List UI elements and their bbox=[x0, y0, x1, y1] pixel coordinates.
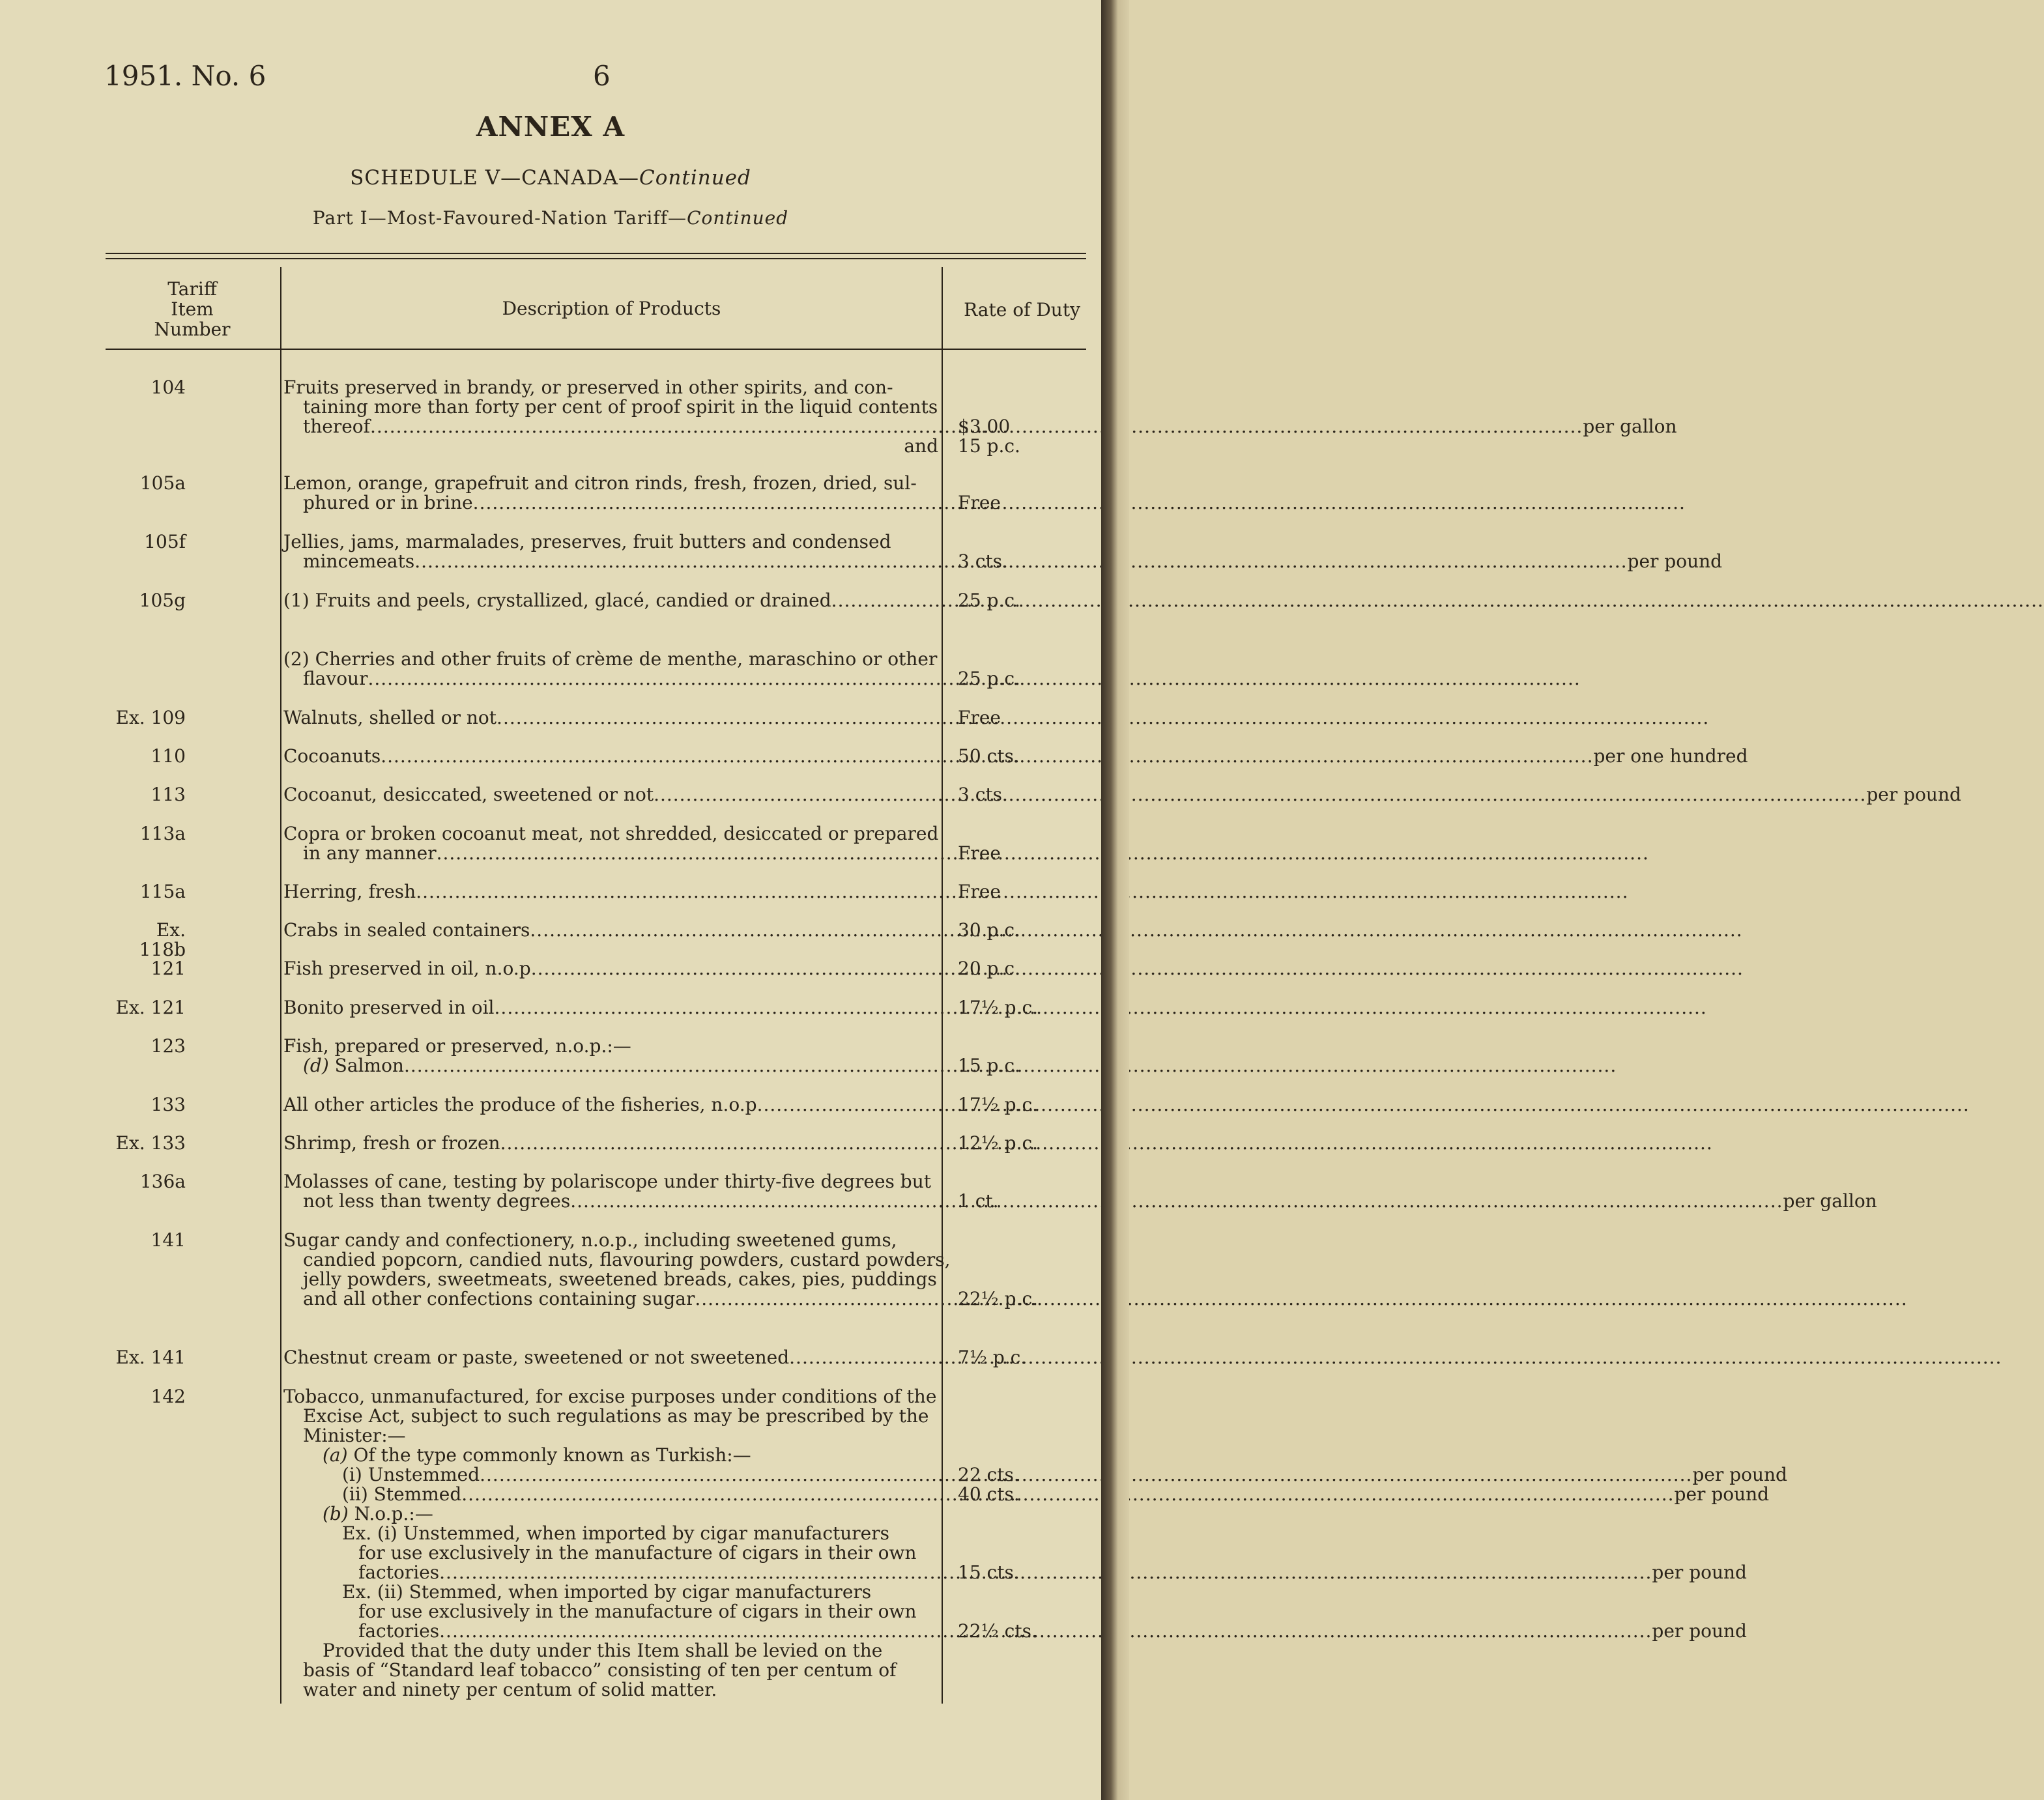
part-continued: Continued bbox=[687, 207, 789, 229]
rate-113a: Free bbox=[958, 842, 1001, 864]
rate-109: Free bbox=[958, 707, 1001, 728]
column-divider-1 bbox=[280, 267, 281, 1704]
column-header-rate: Rate of Duty bbox=[964, 299, 1080, 321]
rate-115a: Free bbox=[958, 881, 1001, 902]
description-105f: Jellies, jams, marmalades, preserves, fruit butters and condensed mincemeats ..... per pound bbox=[283, 532, 938, 571]
rate-ex-133: 12½ p.c. bbox=[958, 1132, 1039, 1154]
rate-121: 20 p.c. bbox=[958, 958, 1020, 979]
item-number: 121 bbox=[151, 958, 186, 979]
top-rule bbox=[106, 253, 1086, 254]
rate-105g-2: 25 p.c. bbox=[958, 668, 1020, 689]
document-number: 1951. No. 6 bbox=[104, 60, 266, 92]
rate-142-b-i: 15 cts. bbox=[958, 1562, 1020, 1583]
item-number: 113 bbox=[151, 784, 186, 805]
item-number: Ex. 121 bbox=[115, 997, 186, 1018]
item-number: Ex. 118b bbox=[139, 919, 186, 960]
part-title bbox=[0, 207, 1101, 229]
rate-105f: 3 cts. bbox=[958, 550, 1008, 572]
item-number: 141 bbox=[151, 1229, 186, 1251]
item-number: 136a bbox=[139, 1171, 186, 1192]
rate-142-i: 22 cts. 40 cts. bbox=[958, 1464, 1020, 1505]
description-113: Cocoanut, desiccated, sweetened or not ..... per pound bbox=[283, 785, 938, 805]
description-113a: Copra or broken cocoanut meat, not shredded, desiccated or prepared in any manner ..... bbox=[283, 824, 938, 863]
annex-title: ANNEX A bbox=[476, 111, 626, 143]
description-110: Cocoanuts ..... per one hundred bbox=[283, 747, 938, 766]
item-number: 104 bbox=[151, 377, 186, 398]
description-105a: Lemon, orange, grapefruit and citron rinds, fresh, frozen, dried, sul- phured or in brine ..... bbox=[283, 474, 938, 513]
column-header-item bbox=[104, 279, 280, 339]
top-rule-2 bbox=[106, 258, 1086, 259]
page-number: 6 bbox=[593, 60, 611, 92]
description-105g-2: (2) Cherries and other fruits of crème de menthe, maraschino or other flavour ..... bbox=[283, 650, 938, 689]
item-number: 110 bbox=[151, 745, 186, 767]
schedule-continued: Continued bbox=[639, 166, 751, 190]
item-header-line3: Number bbox=[154, 319, 231, 340]
header-bottom-rule bbox=[106, 349, 1086, 350]
rate-110: 50 cts. bbox=[958, 745, 1020, 767]
item-number: 133 bbox=[151, 1094, 186, 1115]
rate-113: 3 cts. bbox=[958, 784, 1008, 805]
item-number: 113a bbox=[139, 823, 186, 844]
rate-141: 22½ p.c. bbox=[958, 1288, 1039, 1309]
description-ex-121: Bonito preserved in oil ..... bbox=[283, 998, 938, 1018]
rate-105a: Free bbox=[958, 492, 1001, 513]
rate-123: 15 p.c. bbox=[958, 1055, 1020, 1076]
rate-105g-1: 25 p.c. bbox=[958, 590, 1020, 611]
description-ex-141: Chestnut cream or paste, sweetened or not sweetened ..... bbox=[283, 1348, 938, 1367]
description-141: Sugar candy and confectionery, n.o.p., including sweetened gums, candied popcorn, candied nuts, flavouring powders, custard powders, jelly powders, sweetmeats, sweetened breads, cakes, pies, puddings and all other confections containing sugar ..... bbox=[283, 1231, 938, 1309]
description-104: Fruits preserved in brandy, or preserved in other spirits, and con- taining more than forty per cent of proof spirit in the liquid contents thereof ..... per gallon and bbox=[283, 378, 938, 456]
description-118b: Crabs in sealed containers ..... bbox=[283, 921, 938, 940]
description-105g-1: (1) Fruits and peels, crystallized, glacé, candied or drained ..... bbox=[283, 591, 938, 610]
column-header-description: Description of Products bbox=[502, 298, 721, 319]
rate-133: 17½ p.c. bbox=[958, 1094, 1039, 1115]
rate-118b: 30 p.c. bbox=[958, 919, 1020, 941]
rate-ex-121: 17½ p.c. bbox=[958, 997, 1039, 1018]
item-number: Ex. 109 bbox=[115, 707, 186, 728]
item-number: 105a bbox=[139, 472, 186, 494]
description-142: Tobacco, unmanufactured, for excise purposes under conditions of the Excise Act, subject to such regulations as may be prescribed by the Minister:— (a) Of the type commonly known as Turkish:— (i) Unstemmed ..... per pound (ii) Stemmed ..... per pound (b) N.o.p.:— Ex. (i) Unstemmed, when imported by cigar manufacturers for use exclusively in the manufacture of cigars in their own factories ..... per pound Ex. (ii) Stemmed, when imported by cigar manufacturers for use exclusively in the manufacture of cigars in their own factories ..... per pound Provided that the duty under this Item shall be levied on the basis of “Standard leaf tobacco” consisting of ten per centum of water and ninety per centum of solid matter. bbox=[283, 1387, 938, 1700]
description-123: Fish, prepared or preserved, n.o.p.:— (d) Salmon ..... bbox=[283, 1036, 938, 1076]
description-115a: Herring, fresh ..... bbox=[283, 882, 938, 902]
description-136a: Molasses of cane, testing by polariscope under thirty-five degrees but not less than twenty degrees ..... per gallon bbox=[283, 1172, 938, 1211]
rate-104: $3.00 15 p.c. bbox=[958, 416, 1020, 457]
item-number: 105f bbox=[144, 531, 186, 552]
description-109: Walnuts, shelled or not ..... bbox=[283, 708, 938, 728]
item-header-line2: Item bbox=[171, 298, 214, 320]
part-main: Part I—Most-Favoured-Nation Tariff— bbox=[312, 207, 687, 229]
page-binding-edge bbox=[1101, 0, 1129, 1800]
rate-ex-141: 7½ p.c. bbox=[958, 1347, 1027, 1368]
item-number: 105g bbox=[139, 590, 186, 611]
schedule-main: SCHEDULE V—CANADA— bbox=[350, 166, 640, 190]
item-number: Ex. 133 bbox=[115, 1132, 186, 1154]
rate-136a: 1 ct. bbox=[958, 1190, 999, 1212]
item-number: 115a bbox=[139, 881, 186, 902]
description-121: Fish preserved in oil, n.o.p ..... bbox=[283, 959, 938, 979]
item-number: 142 bbox=[151, 1386, 186, 1407]
description-133: All other articles the produce of the fisheries, n.o.p ..... bbox=[283, 1095, 938, 1115]
schedule-title bbox=[0, 166, 1101, 190]
item-number: 123 bbox=[151, 1035, 186, 1057]
description-ex-133: Shrimp, fresh or frozen ..... bbox=[283, 1134, 938, 1153]
item-header-line1: Tariff bbox=[167, 278, 217, 300]
rate-142-b-ii: 22½ cts. bbox=[958, 1620, 1037, 1642]
item-number: Ex. 141 bbox=[115, 1347, 186, 1368]
